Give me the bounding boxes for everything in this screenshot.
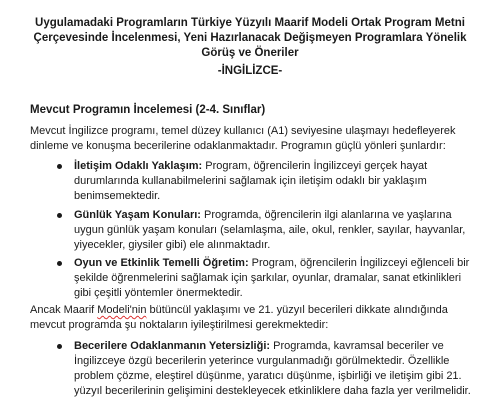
section-heading: Mevcut Programın İncelemesi (2-4. Sınıflar)	[30, 104, 266, 116]
document-subtitle: -İNGİLİZCE-	[217, 65, 283, 77]
list-item-label: Günlük Yaşam Konuları:	[74, 209, 201, 221]
list-item	[74, 159, 474, 204]
list-item-label: Becerilere Odaklanmanın Yetersizliği:	[74, 340, 271, 352]
list-item-text: Programda, kavramsal beceriler ve İngilizceye özgü becerilerin yeterince vurgulanmadığı görülmektedir. Özellikle problem çözme, eleştirel düşünme, yaratıcı düşünme, işbirliği ve iletişim gibi 21. yüzyıl becerilerinin gelişimini destekleyecek etkinliklere daha fazla yer verilmelidir.	[74, 340, 471, 397]
bullet-icon	[57, 164, 62, 169]
list-item	[74, 339, 474, 399]
transition-paragraph	[30, 303, 475, 333]
list-item	[74, 208, 474, 253]
list-item-label: İletişim Odaklı Yaklaşım:	[74, 160, 203, 172]
transition-text-after: bütüncül yaklaşımı ve 21. yüzyıl becerileri dikkate alındığında mevcut programda şu noktaların iyileştirilmesi gerekmektedir:	[30, 304, 448, 331]
list-item-text: Program, öğrencilerin İngilizceyi eğlenceli bir şekilde öğrenmelerini sağlamak için şarkılar, oyunlar, dramalar, sanat etkinlikleri gibi çeşitli yöntemler önermektedir.	[74, 257, 470, 299]
list-item-text: Programda, öğrencilerin ilgi alanlarına ve yaşlarına uygun günlük yaşam konuları (selamlaşma, aile, okul, renkler, sayılar, hayvanlar, yiyecekler, giysiler gibi) ele alınmaktadır.	[74, 209, 466, 251]
bullet-icon	[57, 213, 62, 218]
transition-text-before: Ancak Maarif	[30, 304, 98, 316]
bullet-icon	[57, 344, 62, 349]
list-item-text: Program, öğrencilerin İngilizceyi gerçek hayat durumlarında kullanabilmelerini sağlamak için iletişim odaklı bir yaklaşım benimsemektedir.	[74, 160, 428, 202]
bullet-icon	[57, 261, 62, 266]
document-title: Uygulamadaki Programların Türkiye Yüzyılı Maarif Modeli Ortak Program Metni Çerçevesinde İncelenmesi, Yeni Hazırlanacak Değişmeyen Programlara Yönelik Görüş ve Öneriler	[33, 17, 467, 59]
list-item-label: Oyun ve Etkinlik Temelli Öğretim:	[74, 257, 249, 269]
intro-paragraph: Mevcut İngilizce programı, temel düzey kullanıcı (A1) seviyesine ulaşmayı hedefleyerek dinleme ve konuşma becerilerine odaklanmaktadır. Programın güçlü yönleri şunlardır:	[30, 125, 456, 152]
spellcheck-flagged-word[interactable]: Modeli'nin	[97, 304, 147, 316]
list-item	[74, 256, 474, 301]
